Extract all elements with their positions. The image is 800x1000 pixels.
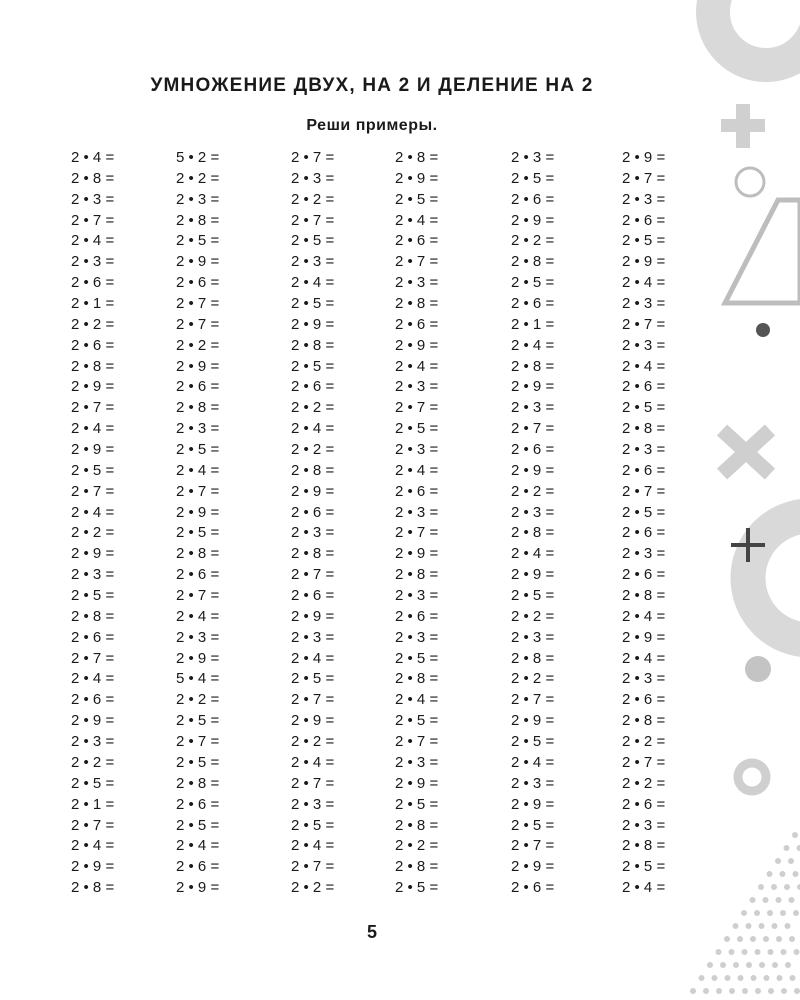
math-exercise: 2 • 9 = <box>622 253 666 271</box>
math-exercise: 2 • 8 = <box>176 399 220 417</box>
math-exercise: 2 • 6 = <box>176 858 220 876</box>
math-exercise: 2 • 4 = <box>622 274 666 292</box>
math-exercise: 2 • 6 = <box>511 879 555 897</box>
math-exercise: 2 • 7 = <box>395 399 439 417</box>
cross-shape <box>722 430 770 474</box>
math-exercise: 2 • 2 = <box>511 482 555 500</box>
math-exercise: 2 • 8 = <box>395 566 439 584</box>
math-exercise: 2 • 6 = <box>395 482 439 500</box>
math-exercise: 2 • 5 = <box>71 587 115 605</box>
math-exercise: 2 • 3 = <box>71 566 115 584</box>
math-exercise: 2 • 4 = <box>71 670 115 688</box>
exercise-column <box>176 148 219 899</box>
math-exercise: 2 • 6 = <box>291 587 335 605</box>
math-exercise: 2 • 3 = <box>291 795 335 813</box>
math-exercise: 2 • 4 = <box>71 232 115 250</box>
math-exercise: 2 • 4 = <box>622 649 666 667</box>
math-exercise: 2 • 4 = <box>291 753 335 771</box>
math-exercise: 2 • 3 = <box>622 816 666 834</box>
math-exercise: 2 • 9 = <box>511 378 555 396</box>
math-exercise: 2 • 6 = <box>511 295 555 313</box>
math-exercise: 2 • 5 = <box>176 232 220 250</box>
math-exercise: 2 • 9 = <box>71 858 115 876</box>
math-exercise: 2 • 7 = <box>176 482 220 500</box>
math-exercise: 2 • 9 = <box>176 503 220 521</box>
math-exercise: 2 • 6 = <box>622 691 666 709</box>
math-exercise: 2 • 9 = <box>395 169 439 187</box>
math-exercise: 2 • 8 = <box>176 545 220 563</box>
math-exercise: 2 • 5 = <box>71 461 115 479</box>
math-exercise: 2 • 2 = <box>71 753 115 771</box>
math-exercise: 2 • 9 = <box>71 712 115 730</box>
math-exercise: 2 • 5 = <box>511 816 555 834</box>
page-title: УМНОЖЕНИЕ ДВУХ, НА 2 И ДЕЛЕНИЕ НА 2 <box>150 75 594 96</box>
math-exercise: 2 • 7 = <box>622 169 666 187</box>
math-exercise: 2 • 6 = <box>511 441 555 459</box>
math-exercise: 2 • 3 = <box>511 628 555 646</box>
math-exercise: 2 • 3 = <box>511 774 555 792</box>
math-exercise: 2 • 3 = <box>395 441 439 459</box>
math-exercise: 2 • 7 = <box>71 399 115 417</box>
math-exercise: 2 • 5 = <box>395 712 439 730</box>
math-exercise: 2 • 6 = <box>176 566 220 584</box>
math-exercise: 2 • 3 = <box>622 670 666 688</box>
math-exercise: 2 • 3 = <box>291 628 335 646</box>
math-exercise: 2 • 9 = <box>176 649 220 667</box>
math-exercise: 2 • 6 = <box>622 524 666 542</box>
math-exercise: 2 • 6 = <box>291 503 335 521</box>
math-exercise: 2 • 3 = <box>395 587 439 605</box>
math-exercise: 2 • 6 = <box>176 795 220 813</box>
exercise-grid <box>0 148 700 908</box>
math-exercise: 2 • 4 = <box>291 420 335 438</box>
math-exercise: 2 • 8 = <box>291 336 335 354</box>
math-exercise: 2 • 4 = <box>291 837 335 855</box>
math-exercise: 2 • 2 = <box>291 733 335 751</box>
math-exercise: 2 • 3 = <box>291 524 335 542</box>
math-exercise: 2 • 4 = <box>395 357 439 375</box>
math-exercise: 2 • 9 = <box>511 461 555 479</box>
math-exercise: 2 • 7 = <box>291 566 335 584</box>
math-exercise: 2 • 3 = <box>622 295 666 313</box>
math-exercise: 2 • 6 = <box>511 190 555 208</box>
exercise-column <box>291 148 334 899</box>
math-exercise: 2 • 8 = <box>511 357 555 375</box>
math-exercise: 2 • 8 = <box>622 587 666 605</box>
math-exercise: 2 • 1 = <box>511 315 555 333</box>
math-exercise: 2 • 9 = <box>291 607 335 625</box>
math-exercise: 2 • 4 = <box>511 545 555 563</box>
math-exercise: 2 • 4 = <box>291 274 335 292</box>
math-exercise: 2 • 5 = <box>511 587 555 605</box>
math-exercise: 2 • 7 = <box>622 753 666 771</box>
math-exercise: 2 • 5 = <box>511 274 555 292</box>
page-subtitle: Реши примеры. <box>306 117 438 134</box>
math-exercise: 2 • 7 = <box>71 649 115 667</box>
math-exercise: 2 • 6 = <box>395 607 439 625</box>
math-exercise: 2 • 5 = <box>395 190 439 208</box>
math-exercise: 2 • 7 = <box>511 837 555 855</box>
math-exercise: 2 • 3 = <box>71 253 115 271</box>
math-exercise: 2 • 5 = <box>395 420 439 438</box>
math-exercise: 2 • 8 = <box>395 149 439 166</box>
math-exercise: 2 • 5 = <box>511 169 555 187</box>
math-exercise: 2 • 6 = <box>622 378 666 396</box>
math-exercise: 2 • 6 = <box>176 274 220 292</box>
math-exercise: 2 • 8 = <box>395 670 439 688</box>
triangle-shape <box>725 200 800 303</box>
math-exercise: 2 • 2 = <box>71 524 115 542</box>
math-exercise: 2 • 8 = <box>176 211 220 229</box>
math-exercise: 2 • 6 = <box>71 274 115 292</box>
math-exercise: 2 • 5 = <box>71 774 115 792</box>
math-exercise: 2 • 5 = <box>622 503 666 521</box>
math-exercise: 2 • 2 = <box>511 232 555 250</box>
math-exercise: 2 • 8 = <box>511 253 555 271</box>
math-exercise: 2 • 4 = <box>176 461 220 479</box>
math-exercise: 2 • 4 = <box>176 607 220 625</box>
math-exercise: 2 • 2 = <box>511 670 555 688</box>
math-exercise: 2 • 9 = <box>176 253 220 271</box>
math-exercise: 2 • 4 = <box>291 649 335 667</box>
math-exercise: 2 • 5 = <box>291 357 335 375</box>
math-exercise: 2 • 3 = <box>291 169 335 187</box>
math-exercise: 2 • 8 = <box>622 712 666 730</box>
math-exercise: 2 • 7 = <box>176 315 220 333</box>
math-exercise: 2 • 9 = <box>71 441 115 459</box>
math-exercise: 2 • 7 = <box>291 774 335 792</box>
math-exercise: 2 • 7 = <box>71 211 115 229</box>
math-exercise: 2 • 3 = <box>622 545 666 563</box>
math-exercise: 2 • 7 = <box>291 858 335 876</box>
math-exercise: 2 • 1 = <box>71 795 115 813</box>
math-exercise: 2 • 2 = <box>291 879 335 897</box>
math-exercise: 2 • 9 = <box>395 545 439 563</box>
page-number: 5 <box>366 922 377 942</box>
math-exercise: 2 • 3 = <box>395 628 439 646</box>
math-exercise: 2 • 2 = <box>176 169 220 187</box>
math-exercise: 2 • 8 = <box>395 858 439 876</box>
math-exercise: 2 • 5 = <box>395 795 439 813</box>
plus-shape-dark <box>731 528 765 562</box>
math-exercise: 2 • 5 = <box>291 232 335 250</box>
small-ring-shape <box>738 763 766 791</box>
math-exercise: 2 • 8 = <box>176 774 220 792</box>
math-exercise: 2 • 9 = <box>511 712 555 730</box>
math-exercise: 2 • 8 = <box>511 524 555 542</box>
math-exercise: 2 • 9 = <box>622 628 666 646</box>
math-exercise: 2 • 3 = <box>176 420 220 438</box>
math-exercise: 2 • 2 = <box>176 336 220 354</box>
math-exercise: 2 • 7 = <box>176 295 220 313</box>
math-exercise: 2 • 6 = <box>71 691 115 709</box>
math-exercise: 2 • 9 = <box>71 378 115 396</box>
math-exercise: 2 • 3 = <box>71 733 115 751</box>
math-exercise: 2 • 7 = <box>291 149 335 166</box>
math-exercise: 2 • 7 = <box>291 691 335 709</box>
math-exercise: 2 • 8 = <box>291 461 335 479</box>
math-exercise: 2 • 3 = <box>395 753 439 771</box>
math-exercise: 2 • 5 = <box>622 399 666 417</box>
math-exercise: 2 • 2 = <box>176 691 220 709</box>
math-exercise: 2 • 5 = <box>291 816 335 834</box>
exercise-column <box>511 148 554 899</box>
math-exercise: 2 • 7 = <box>395 253 439 271</box>
math-exercise: 2 • 5 = <box>176 753 220 771</box>
math-exercise: 2 • 7 = <box>71 482 115 500</box>
math-exercise: 2 • 5 = <box>176 441 220 459</box>
math-exercise: 2 • 1 = <box>71 295 115 313</box>
math-exercise: 2 • 9 = <box>511 858 555 876</box>
math-exercise: 5 • 2 = <box>176 149 220 166</box>
math-exercise: 2 • 7 = <box>176 733 220 751</box>
math-exercise: 5 • 4 = <box>176 670 220 688</box>
math-exercise: 2 • 7 = <box>511 420 555 438</box>
math-exercise: 2 • 9 = <box>291 482 335 500</box>
math-exercise: 2 • 6 = <box>71 628 115 646</box>
math-exercise: 2 • 2 = <box>291 399 335 417</box>
math-exercise: 2 • 9 = <box>71 545 115 563</box>
math-exercise: 2 • 3 = <box>622 336 666 354</box>
math-exercise: 2 • 7 = <box>71 816 115 834</box>
math-exercise: 2 • 5 = <box>395 649 439 667</box>
math-exercise: 2 • 6 = <box>622 795 666 813</box>
math-exercise: 2 • 8 = <box>291 545 335 563</box>
math-exercise: 2 • 8 = <box>71 357 115 375</box>
math-exercise: 2 • 2 = <box>622 733 666 751</box>
math-exercise: 2 • 5 = <box>176 816 220 834</box>
math-exercise: 2 • 9 = <box>395 774 439 792</box>
math-exercise: 2 • 7 = <box>395 733 439 751</box>
math-exercise: 2 • 5 = <box>395 879 439 897</box>
math-exercise: 2 • 6 = <box>622 211 666 229</box>
exercise-column <box>395 148 438 899</box>
math-exercise: 2 • 5 = <box>622 858 666 876</box>
math-exercise: 2 • 3 = <box>511 503 555 521</box>
math-exercise: 2 • 6 = <box>622 461 666 479</box>
math-exercise: 2 • 4 = <box>395 461 439 479</box>
math-exercise: 2 • 5 = <box>291 295 335 313</box>
math-exercise: 2 • 2 = <box>291 190 335 208</box>
math-exercise: 2 • 4 = <box>622 607 666 625</box>
math-exercise: 2 • 3 = <box>395 378 439 396</box>
math-exercise: 2 • 8 = <box>71 169 115 187</box>
math-exercise: 2 • 3 = <box>511 149 555 166</box>
math-exercise: 2 • 4 = <box>71 503 115 521</box>
math-exercise: 2 • 9 = <box>511 566 555 584</box>
ring-shape <box>713 0 800 65</box>
math-exercise: 2 • 7 = <box>511 691 555 709</box>
math-exercise: 2 • 4 = <box>395 211 439 229</box>
math-exercise: 2 • 9 = <box>176 879 220 897</box>
math-exercise: 2 • 6 = <box>622 566 666 584</box>
dot-shape <box>756 323 770 337</box>
math-exercise: 2 • 8 = <box>395 295 439 313</box>
dotted-triangle-shape <box>690 832 800 994</box>
math-exercise: 2 • 5 = <box>291 670 335 688</box>
math-exercise: 2 • 9 = <box>622 149 666 166</box>
math-exercise: 2 • 3 = <box>395 503 439 521</box>
math-exercise: 2 • 6 = <box>176 378 220 396</box>
math-exercise: 2 • 3 = <box>622 441 666 459</box>
math-exercise: 2 • 7 = <box>395 524 439 542</box>
math-exercise: 2 • 6 = <box>395 315 439 333</box>
math-exercise: 2 • 9 = <box>395 336 439 354</box>
math-exercise: 2 • 8 = <box>395 816 439 834</box>
math-exercise: 2 • 3 = <box>622 190 666 208</box>
math-exercise: 2 • 4 = <box>176 837 220 855</box>
math-exercise: 2 • 4 = <box>511 753 555 771</box>
math-exercise: 2 • 8 = <box>511 649 555 667</box>
math-exercise: 2 • 4 = <box>622 879 666 897</box>
math-exercise: 2 • 8 = <box>71 879 115 897</box>
math-exercise: 2 • 3 = <box>176 190 220 208</box>
math-exercise: 2 • 2 = <box>511 607 555 625</box>
math-exercise: 2 • 4 = <box>395 691 439 709</box>
exercise-column <box>71 148 114 899</box>
math-exercise: 2 • 5 = <box>176 712 220 730</box>
math-exercise: 2 • 3 = <box>511 399 555 417</box>
math-exercise: 2 • 9 = <box>511 211 555 229</box>
math-exercise: 2 • 3 = <box>395 274 439 292</box>
math-exercise: 2 • 9 = <box>291 315 335 333</box>
math-exercise: 2 • 2 = <box>622 774 666 792</box>
math-exercise: 2 • 8 = <box>71 607 115 625</box>
math-exercise: 2 • 7 = <box>176 587 220 605</box>
math-exercise: 2 • 4 = <box>71 149 115 166</box>
exercise-column <box>622 148 665 899</box>
math-exercise: 2 • 6 = <box>71 336 115 354</box>
math-exercise: 2 • 5 = <box>622 232 666 250</box>
math-exercise: 2 • 3 = <box>71 190 115 208</box>
math-exercise: 2 • 6 = <box>395 232 439 250</box>
grey-dot-shape <box>745 656 771 682</box>
math-exercise: 2 • 9 = <box>511 795 555 813</box>
math-exercise: 2 • 8 = <box>622 837 666 855</box>
math-exercise: 2 • 6 = <box>291 378 335 396</box>
math-exercise: 2 • 9 = <box>176 357 220 375</box>
math-exercise: 2 • 3 = <box>291 253 335 271</box>
math-exercise: 2 • 2 = <box>291 441 335 459</box>
ring-shape-large <box>748 516 800 640</box>
math-exercise: 2 • 4 = <box>71 420 115 438</box>
math-exercise: 2 • 2 = <box>71 315 115 333</box>
math-exercise: 2 • 5 = <box>511 733 555 751</box>
math-exercise: 2 • 7 = <box>291 211 335 229</box>
math-exercise: 2 • 4 = <box>71 837 115 855</box>
math-exercise: 2 • 4 = <box>622 357 666 375</box>
circle-outline-shape <box>736 168 764 196</box>
math-exercise: 2 • 9 = <box>291 712 335 730</box>
math-exercise: 2 • 2 = <box>395 837 439 855</box>
math-exercise: 2 • 4 = <box>511 336 555 354</box>
math-exercise: 2 • 8 = <box>622 420 666 438</box>
math-exercise: 2 • 3 = <box>176 628 220 646</box>
math-exercise: 2 • 7 = <box>622 315 666 333</box>
math-exercise: 2 • 5 = <box>176 524 220 542</box>
math-exercise: 2 • 7 = <box>622 482 666 500</box>
